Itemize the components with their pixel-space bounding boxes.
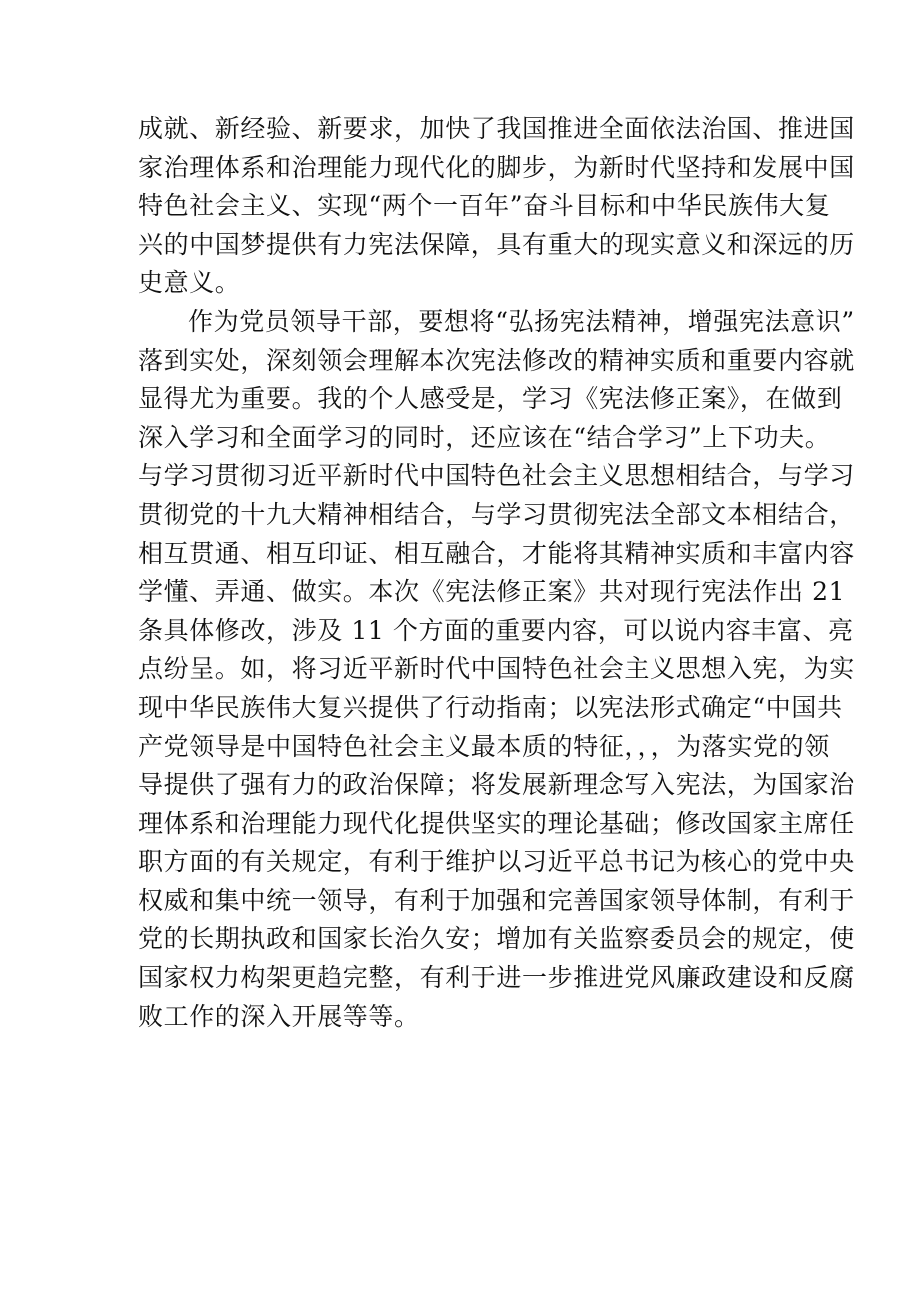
text-line: 显得尤为重要。我的个人感受是，学习《宪法修正案》，在做到 <box>138 384 843 414</box>
text-line: 落到实处，深刻领会理解本次宪法修改的精神实质和重要内容就 <box>138 345 855 375</box>
paragraph-1 <box>138 110 855 303</box>
text-line: 党的长期执政和国家长治久安；增加有关监察委员会的规定，使 <box>138 924 855 954</box>
text-line: 现中华民族伟大复兴提供了行动指南；以宪法形式确定“中国共 <box>138 692 843 722</box>
text-line: 贯彻党的十九大精神相结合，与学习贯彻宪法全部文本相结合， <box>138 499 855 529</box>
document-body <box>138 110 855 1036</box>
text-line: 产党领导是中国特色社会主义最本质的特征，，，为落实党的领 <box>138 731 830 761</box>
text-line: 史意义。 <box>138 268 241 298</box>
text-line-indented: 作为党员领导干部，要想将“弘扬宪法精神，增强宪法意识” <box>188 306 855 336</box>
text-line: 与学习贯彻习近平新时代中国特色社会主义思想相结合，与学习 <box>138 461 855 491</box>
text-line: 理体系和治理能力现代化提供坚实的理论基础；修改国家主席任 <box>138 808 855 838</box>
text-line: 国家权力构架更趋完整，有利于进一步推进党风廉政建设和反腐 <box>138 963 855 993</box>
text-line: 特色社会主义、实现“两个一百年”奋斗目标和中华民族伟大复 <box>138 191 831 221</box>
text-line: 学懂、弄通、做实。本次《宪法修正案》共对现行宪法作出 21 <box>138 577 846 607</box>
text-line: 家治理体系和治理能力现代化的脚步，为新时代坚持和发展中国 <box>138 152 855 182</box>
text-line: 职方面的有关规定，有利于维护以习近平总书记为核心的党中央 <box>138 847 855 877</box>
text-line: 败工作的深入开展等等。 <box>138 1001 420 1031</box>
text-line: 深入学习和全面学习的同时，还应该在“结合学习”上下功夫。 <box>138 422 831 452</box>
text-line: 导提供了强有力的政治保障；将发展新理念写入宪法，为国家治 <box>138 770 855 800</box>
text-line: 兴的中国梦提供有力宪法保障，具有重大的现实意义和深远的历 <box>138 229 855 259</box>
text-line: 成就、新经验、新要求，加快了我国推进全面依法治国、推进国 <box>138 114 855 143</box>
text-line: 权威和集中统一领导，有利于加强和完善国家领导体制，有利于 <box>138 885 855 915</box>
text-line: 点纷呈。如，将习近平新时代中国特色社会主义思想入宪，为实 <box>138 654 855 684</box>
text-line: 相互贯通、相互印证、相互融合，才能将其精神实质和丰富内容 <box>138 538 855 568</box>
text-line: 条具体修改，涉及 11 个方面的重要内容，可以说内容丰富、亮 <box>138 615 854 645</box>
paragraph-2 <box>138 303 855 1036</box>
